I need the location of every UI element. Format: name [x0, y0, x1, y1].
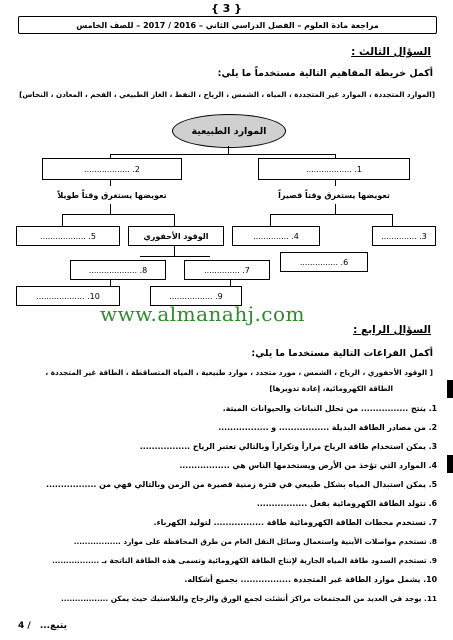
fill-item-4[interactable]: 4. الموارد التي تؤخذ من الأرض ويستخدمها الناس هي .................: [179, 461, 437, 470]
fill-item-7[interactable]: 7. تستخدم محطات الطاقة الكهرومائية طاقة ................. لتوليد الكهرباء.: [153, 518, 437, 527]
fill-item-8[interactable]: 8. تستخدم مواصلات الأبنية واستعمال وسائل النقل العام من طرق المحافظة على موارد .................: [73, 537, 437, 546]
map-box-1-label: 1. ..................: [306, 164, 362, 174]
page-header: [18, 16, 437, 34]
section3-title: السؤال الثالث :: [351, 46, 431, 58]
map-box-2-label: 2. ..................: [84, 164, 140, 174]
fill-item-6[interactable]: 6. تتولد الطاقة الكهرومائية بفعل .................: [256, 499, 437, 508]
map-long-time-label: [38, 186, 186, 204]
fill-item-1[interactable]: 1. ينتج ................ من تحلل النباتات والحيوانات الميتة.: [222, 404, 437, 413]
header-text: مراجعة مادة العلوم – الفصل الدراسي الثاني – 2016 / 2017 – للصف الخامس: [76, 20, 379, 30]
fill-item-9[interactable]: 9. تستخدم السدود طاقة المياه الجارية لإنتاج الطاقة الكهرومائية وتسمى هذه الطاقة الناتجة بـ .................: [52, 556, 437, 565]
map-connector: [174, 214, 175, 226]
map-connector: [110, 204, 111, 214]
map-box-4-label: 4. ..............: [253, 231, 299, 241]
section4-words-line1: [ الوقود الأحفوري ، الرياح ، الشمس ، مورد متجدد ، موارد طبيعية ، المياه المتساقطة ، الطاقة غير المتجددة ،: [45, 368, 433, 377]
map-fossil-fuel-label: الوقود الأحفوري: [143, 231, 209, 241]
section3-instruction: أكمل خريطة المفاهيم التالية مستخدماً ما يلي:: [217, 68, 433, 79]
section4-title: السؤال الرابع :: [353, 324, 431, 336]
fill-item-3[interactable]: 3. يمكن استخدام طاقة الرياح مراراً وتكراراً وبالتالي تعتبر الرياح .................: [139, 442, 437, 451]
section3-concepts: [الموارد المتجددة ، الموارد غير المتجددة ، المياه ، الشمس ، الرياح ، النفط ، الغاز الطبيعي ، الفحم ، المعادن ، النحاس]: [19, 90, 435, 99]
fill-item-5[interactable]: 5. يمكن استبدال المياه بشكل طبيعي في فترة زمنية قصيرة من الزمن وبالتالي فهي من .................: [46, 480, 437, 489]
footer: [18, 621, 67, 631]
fill-item-11[interactable]: 11. يوجد في العديد من المجتمعات مراكز أنشئت لجمع الورق والزجاج والبلاستيك حيث يمكن .................: [61, 594, 437, 603]
map-box-8-label: 8. ...................: [88, 265, 148, 275]
footer-score: / 4: [18, 621, 31, 631]
map-connector: [174, 246, 175, 256]
map-connector: [270, 214, 392, 215]
map-box-10-label: 10. ...................: [36, 291, 100, 301]
map-root-label: الموارد الطبيعية: [191, 125, 267, 137]
map-connector: [270, 214, 271, 226]
map-box-7[interactable]: [184, 260, 270, 280]
page-number-close: }: [230, 2, 242, 15]
map-connector: [62, 214, 174, 215]
map-box-4[interactable]: [232, 226, 320, 246]
map-box-3[interactable]: [372, 226, 436, 246]
map-box-6[interactable]: [280, 252, 368, 272]
map-long-time-text: تعويضها يستغرق وقتاً طويلاً: [57, 190, 167, 200]
map-box-5-label: 5. ..................: [40, 231, 96, 241]
section4-instruction: أكمل الفراغات التالية مستخدما ما يلي:: [251, 348, 433, 359]
map-fossil-fuel-box: [128, 226, 224, 246]
edge-mark: [447, 380, 453, 398]
map-box-9-label: 9. .................: [169, 291, 223, 301]
map-box-8[interactable]: [70, 260, 166, 280]
map-connector: [110, 154, 335, 155]
map-box-1[interactable]: [258, 158, 410, 180]
watermark: www.almanahj.com: [100, 302, 306, 326]
section4-words-line2: الطاقة الكهرومائية، إعادة تدويرها]: [269, 384, 393, 393]
map-root-ellipse: [172, 114, 286, 148]
map-connector: [62, 214, 63, 226]
edge-mark: [447, 455, 453, 473]
map-short-time-label: [254, 186, 414, 204]
map-connector: [335, 204, 336, 214]
map-connector: [392, 214, 393, 226]
map-box-2[interactable]: [42, 158, 182, 180]
map-box-5[interactable]: [16, 226, 120, 246]
map-connector: [228, 146, 229, 154]
footer-continue: يتبع...: [39, 621, 67, 631]
page-number: [0, 2, 453, 15]
fill-item-2[interactable]: 2. من مصادر الطاقة البديلة ................. و .................: [218, 423, 437, 432]
map-box-3-label: 3. ..............: [381, 231, 427, 241]
map-box-7-label: 7. ..............: [204, 265, 250, 275]
map-connector: [140, 256, 210, 257]
map-box-6-label: 6. ...............: [299, 257, 349, 267]
map-short-time-text: تعويضها يستغرق وقتاً قصيراً: [278, 190, 390, 200]
fill-item-10[interactable]: 10. يشمل موارد الطاقة غير المتجددة ................. بجميع أشكاله.: [184, 575, 437, 584]
page-number-open: {: [211, 2, 223, 15]
page-number-value: 3: [222, 2, 231, 15]
